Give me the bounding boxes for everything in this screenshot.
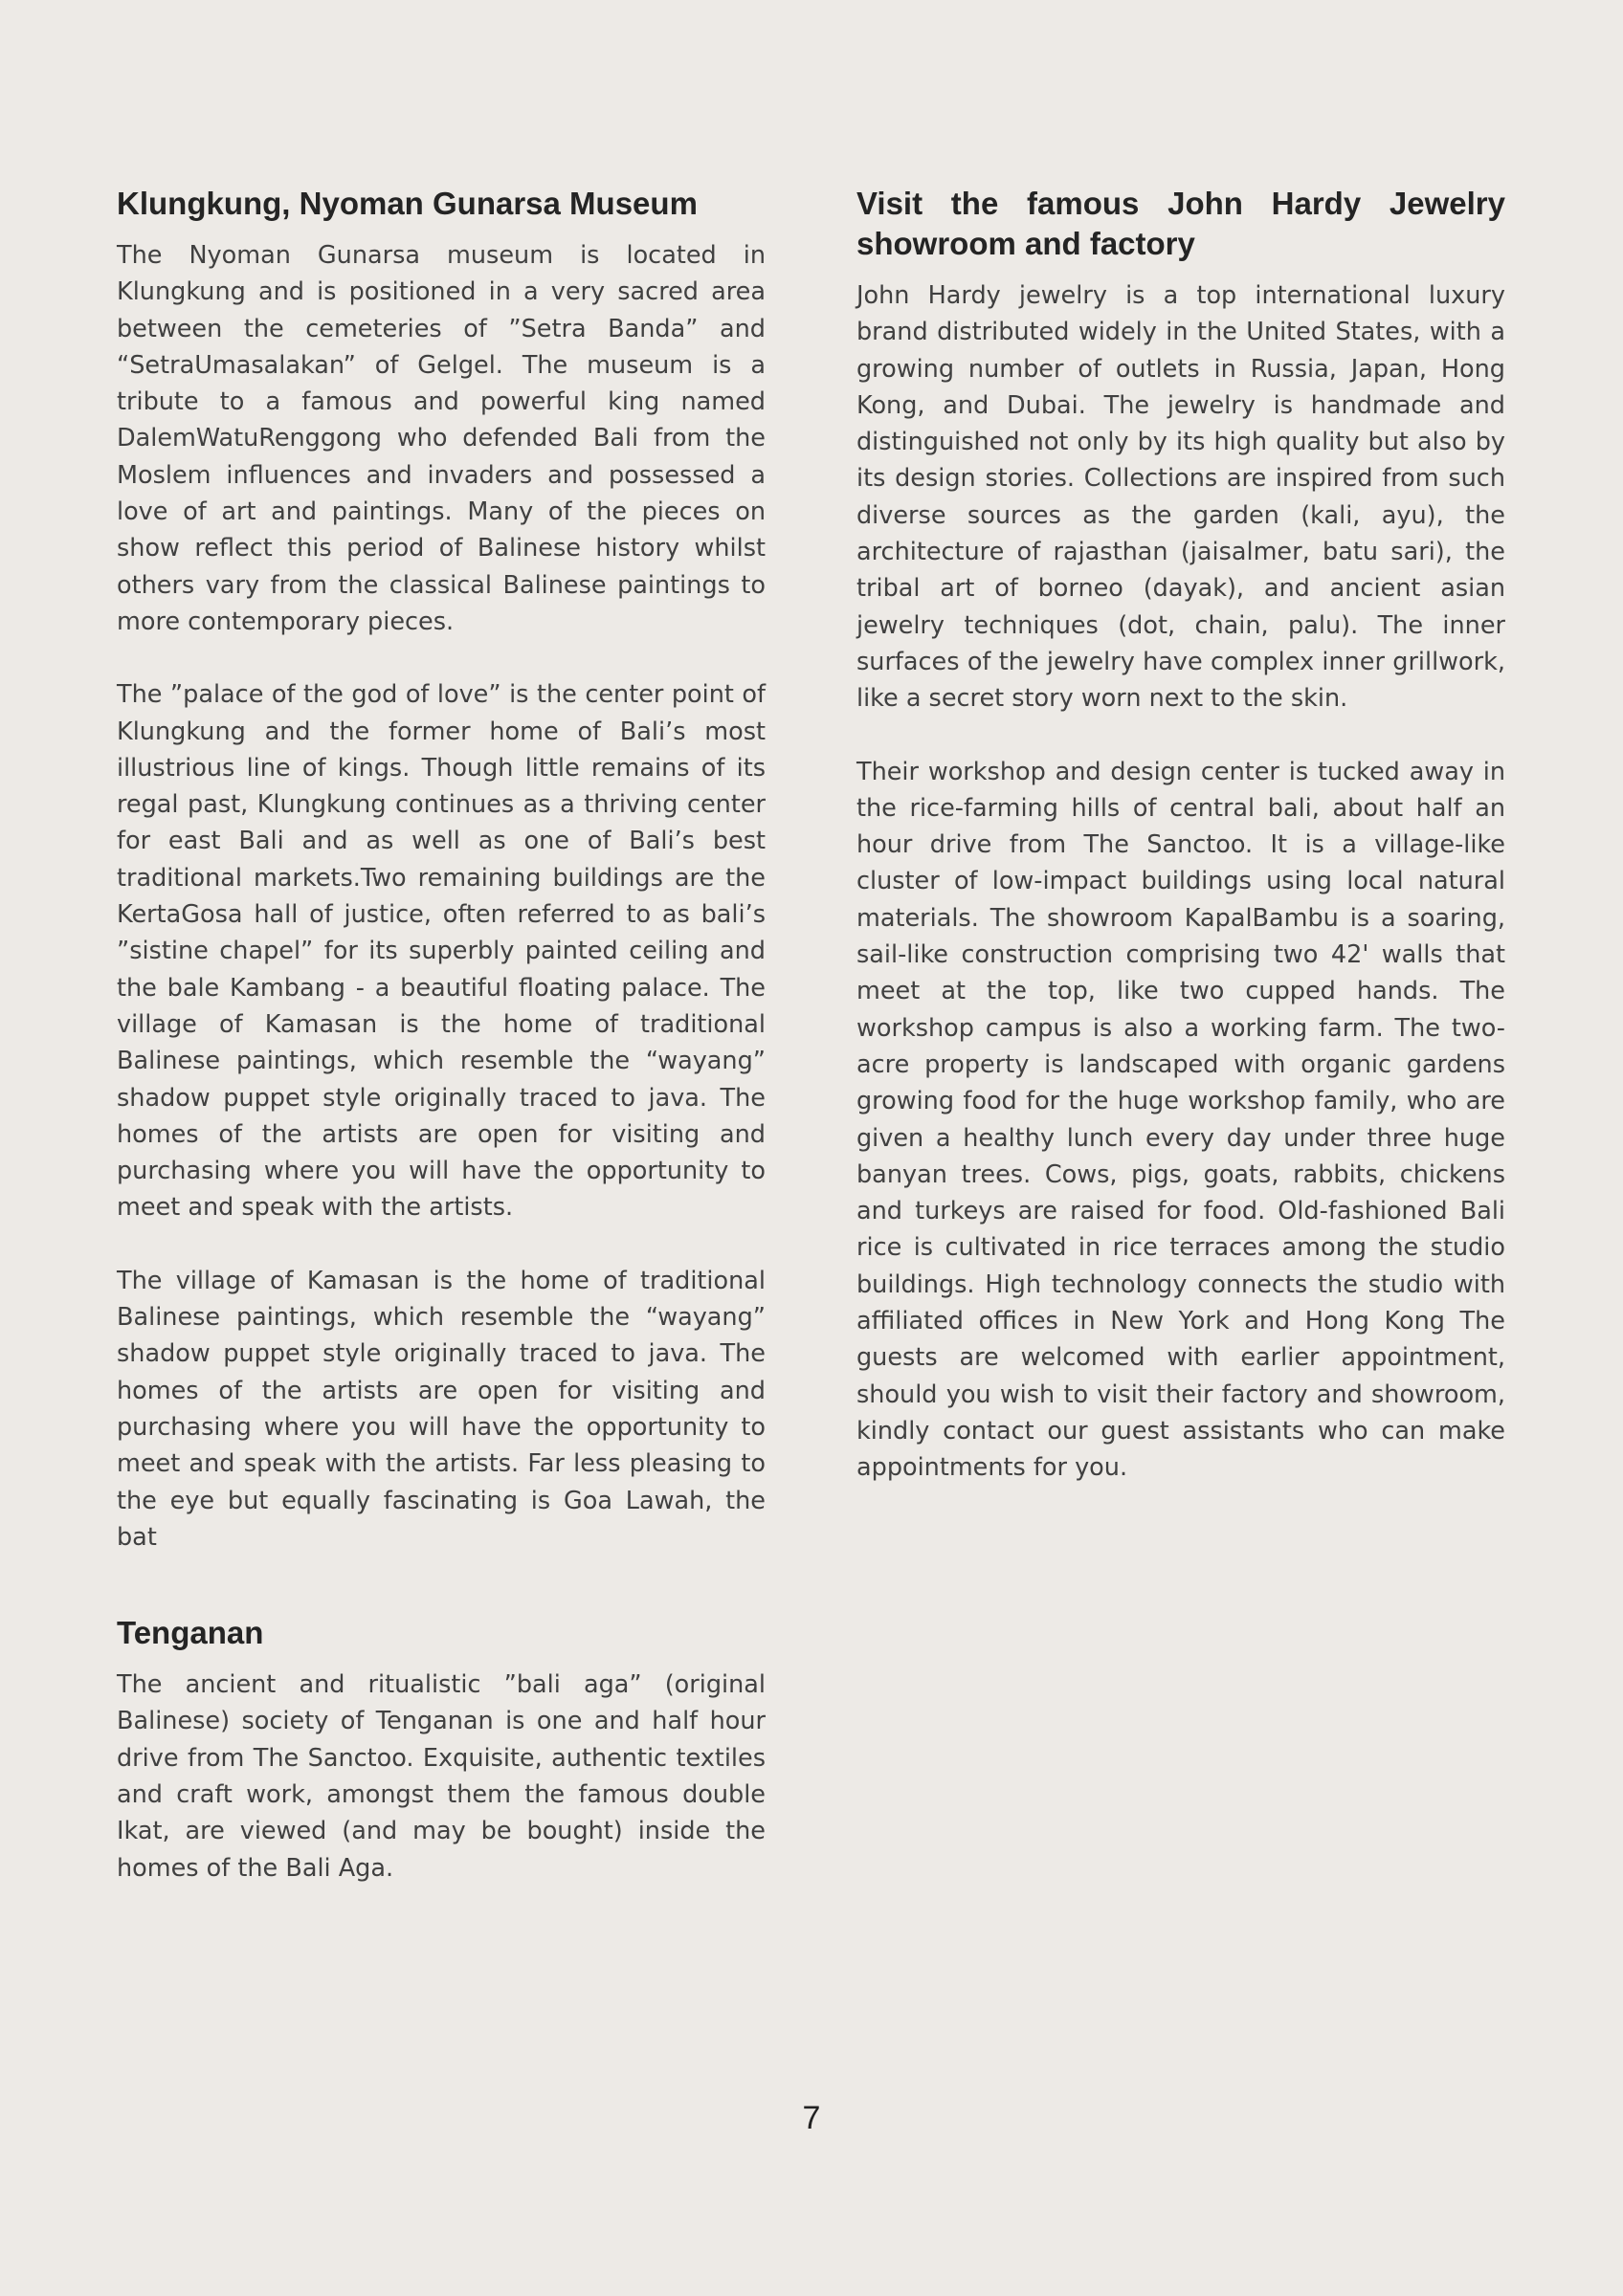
paragraph-kamasan: The village of Kamasan is the home of traditional Balinese paintings, which resemble the “wayang” shadow puppet style originally traced to java. The homes of the artists are open for visiting and purchasing where you will have the opportunity to meet and speak with the artists. Far less pleasing to the eye but equally fascinating is Goa Lawah, the bat	[117, 1266, 766, 1552]
paragraph-palace: The ”palace of the god of love” is the center point of Klungkung and the former home of Bali’s most illustrious line of kings. Though little remains of its regal past, Klungkung continues as a thriving center for east Bali and as well as one of Bali’s best traditional markets.Two remaining buildings are the KertaGosa hall of justice, often referred to as bali’s ”sistine chapel” for its superbly painted ceiling and the bale Kambang - a beautiful floating palace. The village of Kamasan is the home of traditional Balinese paintings, which resemble the “wayang” shadow puppet style originally traced to java. The homes of the artists are open for visiting and purchasing where you will have the opportunity to meet and speak with the artists.	[117, 680, 766, 1223]
page-number: 7	[802, 2100, 821, 2136]
section-heading-klungkung: Klungkung, Nyoman Gunarsa Museum	[117, 186, 698, 221]
section-heading-tenganan: Tenganan	[117, 1615, 264, 1651]
paragraph-museum: The Nyoman Gunarsa museum is located in Klungkung and is positioned in a very sacred area between the cemeteries of ”Setra Banda” and “SetraUmasalakan” of Gelgel. The museum is a tribute to a famous and powerful king named DalemWatuRenggong who defended Bali from the Moslem influences and invaders and possessed a love of art and paintings. Many of the pieces on show reflect this period of Balinese history whilst others vary from the classical Balinese paintings to more contemporary pieces.	[117, 241, 766, 636]
left-column	[117, 184, 766, 1887]
paragraph-jewelry: John Hardy jewelry is a top international luxury brand distributed widely in the United States, with a growing number of outlets in Russia, Japan, Hong Kong, and Dubai. The jewelry is handmade and distinguished not only by its high quality but also by its design stories. Collections are inspired from such diverse sources as the garden (kali, ayu), the architecture of rajasthan (jaisalmer, batu sari), the tribal art of borneo (dayak), and ancient asian jewelry techniques (dot, chain, palu). The inner surfaces of the jewelry have complex inner grillwork, like a secret story worn next to the skin.	[856, 281, 1505, 714]
right-column	[856, 184, 1505, 1487]
section-heading-john-hardy: Visit the famous John Hardy Jewelry showroom and factory	[856, 186, 1505, 261]
paragraph-workshop: Their workshop and design center is tucked away in the rice-farming hills of central bali, about half an hour drive from The Sanctoo. It is a village-like cluster of low-impact buildings using local natural materials. The showroom KapalBambu is a soaring, sail-like construction comprising two 42' walls that meet at the top, like two cupped hands. The workshop campus is also a working farm. The two-acre property is landscaped with organic gardens growing food for the huge workshop family, who are given a healthy lunch every day under three huge banyan trees. Cows, pigs, goats, rabbits, chickens and turkeys are raised for food. Old-fashioned Bali rice is cultivated in rice terraces among the studio buildings. High technology connects the studio with affiliated offices in New York and Hong Kong The guests are welcomed with earlier appointment, should you wish to visit their factory and showroom, kindly contact our guest assistants who can make appointments for you.	[856, 757, 1505, 1483]
paragraph-tenganan: The ancient and ritualistic ”bali aga” (original Balinese) society of Tenganan is one and half hour drive from The Sanctoo. Exquisite, authentic textiles and craft work, amongst them the famous double Ikat, are viewed (and may be bought) inside the homes of the Bali Aga.	[117, 1670, 766, 1883]
